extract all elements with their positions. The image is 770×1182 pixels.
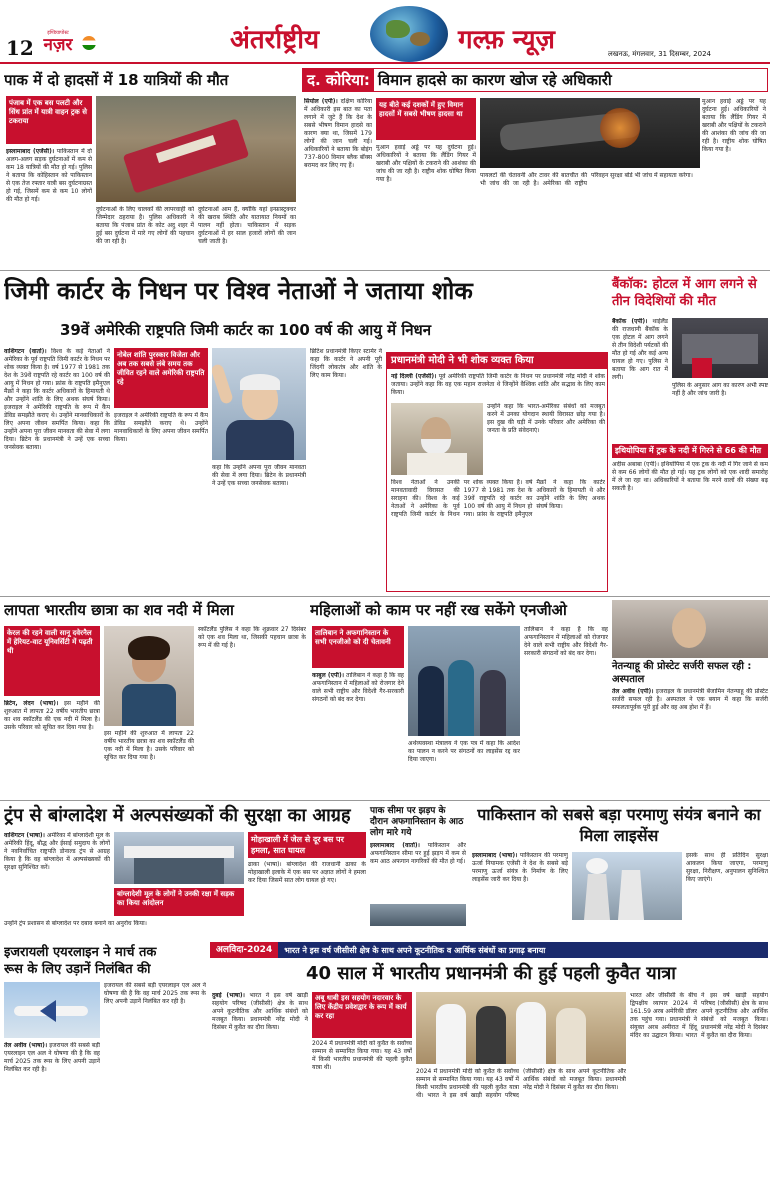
flag-icon: [82, 36, 96, 50]
modi-body: नई दिल्ली (एजेंसी)। पूर्व अमेरिकी राष्ट्रपति जिमी कार्टर के निधन पर प्रधानमंत्री नरेंद्र मोदी ने शोक जताया। उन्होंने कहा कि वह एक महान राजनेता थे जिन्होंने वैश्विक शांति और सद्भाव के लिए काम किया।: [391, 373, 605, 396]
modi-body-3: विश्व नेताओं ने उनकी मानवतावादी विरासत की सराहना की। विश्व के कई नेताओं ने अमेरिका के पूर्व राष्ट्रपति जिमी कार्टर के निधन पर शोक व्यक्त किया है। वर्ष 1977 से 1981 तक देश के 39वें राष्ट्रपति रहे कार्टर का 100 वर्ष की आयु में निधन हो गया। फ्रांस के राष्ट्रपति इमैनुएल मैक्रों ने कहा कि कार्टर अधिकारों के हिमायती थे और उन्होंने शांति के लिए अथक संघर्ष किया।: [391, 479, 605, 518]
korea-body-3: पायलटों की चेतावनी और टावर की बातचीत की भी जांच की जा रही है। अमेरिका की राष्ट्रीय परिवहन सुरक्षा बोर्ड भी जांच में सहायता करेगा।: [480, 172, 693, 187]
netanyahu-headline: नेतन्याहू की प्रोस्टेट सर्जरी सफल रही : अस्पताल: [612, 661, 752, 685]
ethiopia-box: [612, 444, 768, 594]
carter-body-4: ब्रिटिश प्रधानमंत्री किएर स्टार्मर ने कहा कि कार्टर ने अपनी पूरी जिंदगी लोकतंत्र और शांति के लिए काम किया।: [310, 348, 382, 379]
pak-bus-body-2: दुर्घटनाओं के लिए चालकों की लापरवाही को जिम्मेदार ठहराया है। पुलिस अधिकारी ने बताया कि पंजाब प्रांत के कोट अदु शहर में हुई बस दुर्घटना में मारे गए लोगों की पहचान की जा रही है।: [96, 206, 194, 245]
korea-headline: द. कोरिया: विमान हादसे का कारण खोज रहे अधिकारी: [302, 68, 768, 92]
trump-pull-quote: बांग्लादेशी मूल के लोगों ने उनकी रक्षा में सड़क का किया आंदोलन: [114, 888, 244, 916]
alvida-bar: [210, 942, 768, 958]
modi-body-2: उन्होंने कहा कि भारत-अमेरिका संबंधों को मजबूत करने में उनका योगदान स्थायी विरासत छोड़ गया है। इस दुख की घड़ी में उनके परिवार और अमेरिका की जनता के प्रति संवेदनाएं।: [487, 403, 605, 434]
bangkok-fire-photo: [672, 318, 768, 378]
taliban-body: काबुल (एपी)। तालिबान ने कहा है कि वह अफगानिस्तान में महिलाओं को रोजगार देने वाले सभी राष्ट्रीय और विदेशी गैर-सरकारी संगठनों को बंद कर देगा।: [312, 672, 404, 703]
alvida-line: भारत ने इस वर्ष जीसीसी क्षेत्र के साथ अपने कूटनीतिक व आर्थिक संबंधों का प्रगाढ़ बनाया: [284, 945, 546, 955]
student-body-3: इस महीने की शुरुआत में लापता 22 वर्षीय भारतीय छात्रा का शव स्कॉटलैंड की एक नदी में मिला है। उसके परिवार को सूचित कर दिया गया है।: [104, 730, 194, 761]
korea-body-2: मुआन हवाई अड्डे पर यह दुर्घटना हुई। अधिकारियों ने बताया कि लैंडिंग गियर में खराबी और पक्षियों के टकराने की आशंका की जांच की जा रही है। राष्ट्रीय शोक घोषित किया गया है।: [376, 144, 476, 183]
bangkok-body: बैंकॉक (एपी)। थाईलैंड की राजधानी बैंकॉक के एक होटल में आग लगने से तीन विदेशी पर्यटकों की मौत हो गई और कई अन्य घायल हो गए। पुलिस ने बताया कि आग रात में लगी।: [612, 318, 668, 381]
carter-subhead: 39वें अमेरिकी राष्ट्रपति जिमी कार्टर का 100 वर्ष की आयु में निधन: [60, 321, 432, 339]
mohakhali-body: ढाका (भाषा)। बांग्लादेश की राजधानी ढाका के मोहाखाली इलाके में एक बस पर अज्ञात लोगों ने हमला कर दिया जिसमें सात लोग घायल हो गए।: [248, 861, 366, 884]
trump-body: वाशिंगटन (भाषा)। अमेरिका में बांग्लादेशी मूल के अमेरिकी हिंदू, बौद्ध और ईसाई समुदाय के लोगों ने नवनिर्वाचित राष्ट्रपति डोनाल्ड ट्रंप से आग्रह किया है कि वह बांग्लादेश में अल्पसंख्यकों की सुरक्षा सुनिश्चित करें।: [4, 832, 110, 871]
taliban-photo: [408, 626, 520, 736]
taliban-body-2: अर्थव्यवस्था मंत्रालय ने एक पत्र में कहा कि आदेश का पालन न करने पर संगठनों का लाइसेंस रद्द कर दिया जाएगा।: [408, 740, 520, 763]
nuclear-headline: पाकिस्तान को सबसे बड़ा परमाणु संयंत्र बनाने का मिला लाइसेंस: [477, 805, 761, 845]
trump-headline: ट्रंप से बांग्लादेश में अल्पसंख्यकों की सुरक्षा का आग्रह: [4, 805, 351, 826]
student-headline: लापता भारतीय छात्रा का शव नदी में मिला: [4, 601, 234, 619]
kuwait-headline: 40 साल में भारतीय प्रधानमंत्री की हुई पहली कुवैत यात्रा: [306, 963, 676, 984]
pakborder-body: इस्लामाबाद (वार्ता)। पाकिस्तान और अफगानिस्तान सीमा पर हुई झड़प में कम से कम आठ अफगान नागरिकों की मौत हो गई।: [370, 842, 466, 865]
brand-logo: इण्डियापोस्ट नज़र: [43, 30, 73, 55]
section-title-left: अंतर्राष्ट्रीय: [230, 25, 320, 55]
netanyahu-box: [612, 600, 768, 796]
taliban-body-3: तालिबान ने कहा है कि वह अफगानिस्तान में महिलाओं को रोजगार देने वाले सभी राष्ट्रीय और विदेशी गैर-सरकारी संगठनों को बंद कर देगा।: [524, 626, 608, 657]
carter-body-3: कहा कि उन्होंने अपना पूरा जीवन मानवता की सेवा में लगा दिया। ब्रिटेन के प्रधानमंत्री ने उन्हें एक सच्चा जनसेवक बताया।: [212, 464, 306, 487]
modi-box: [386, 352, 608, 592]
globe-icon: [370, 6, 448, 62]
carter-body: वाशिंगटन (वार्ता)। विश्व के कई नेताओं ने अमेरिका के पूर्व राष्ट्रपति जिमी कार्टर के निधन पर शोक व्यक्त किया है। वर्ष 1977 से 1981 तक देश के 39वें राष्ट्रपति रहे कार्टर का 100 वर्ष की आयु में निधन हो गया। फ्रांस के राष्ट्रपति इमैनुएल मैक्रों ने कहा कि कार्टर अधिकारों के हिमायती थे और उन्होंने शांति के लिए अथक संघर्ष किया। इजराइल ने अमेरिकी राष्ट्रपति के रूप में कैंप डेविड समझौते कराए थे। उन्होंने मानवाधिकारों के लिए अपना जीवन समर्पित किया। कहा कि उन्होंने अपना पूरा जीवन मानवता की सेवा में लगा दिया। ब्रिटेन के प्रधानमंत्री ने उन्हें एक सच्चा जनसेवक बताया।: [4, 348, 110, 451]
kuwait-body-4: भारत और जीसीसी के बीच द्विपक्षीय व्यापार 2024 में 161.59 अरब अमेरिकी डॉलर तक पहुंच गया। प्रधानमंत्री ने संयुक्त अरब अमीरात में हिंदू मंदिर का उद्घाटन किया। भारत ने इस वर्ष खाड़ी सहयोग परिषद (जीसीसी) क्षेत्र के साथ अपने कूटनीतिक और आर्थिक संबंधों को मजबूत किया। प्रधानमंत्री नरेंद्र मोदी ने दिसंबर में कुवैत का दौरा किया।: [630, 992, 768, 1039]
carter-pull-quote: नोबेल शांति पुरस्कार विजेता और अब तक सबसे लंबे समय तक जीवित रहने वाले अमेरिकी राष्ट्रपति रहे: [114, 348, 208, 408]
pak-bus-photo: [96, 96, 296, 202]
pakborder-headline: पाक सीमा पर झड़प के दौरान अफगानिस्तान के आठ लोग मारे गये: [370, 806, 464, 838]
ethiopia-body: अदीस अबाबा (एपी)। इथियोपिया में एक ट्रक के नदी में गिर जाने से कम से कम 66 लोगों की मौत हो गई। यह ट्रक लोगों को एक शादी समारोह में ले जा रहा था। अधिकारियों ने बताया कि मरने वालों की संख्या बढ़ सकती है।: [612, 461, 768, 492]
pakborder-box: [370, 806, 466, 940]
nuclear-body: इस्लामाबाद (भाषा)। पाकिस्तान की परमाणु ऊर्जा नियामक एजेंसी ने देश के सबसे बड़े परमाणु ऊर्जा संयंत्र के निर्माण के लिए लाइसेंस जारी कर दिया है।: [472, 852, 568, 883]
carter-photo: [212, 348, 306, 460]
section-title-right: गल्फ़ न्यूज़: [458, 25, 555, 55]
modi-photo: [391, 403, 483, 475]
trump-body-2: उन्होंने ट्रंप प्रशासन से बांग्लादेश पर दबाव बनाने का अनुरोध किया।: [4, 920, 147, 927]
bangkok-headline: बैंकॉक: होटल में आग लगने से तीन विदेशियों की मौत: [612, 277, 757, 309]
israel-headline: इजरायली एयरलाइन ने मार्च तक रूस के लिए उड़ानें निलंबित की: [4, 945, 157, 977]
nuclear-plant-photo: [572, 852, 682, 920]
korea-body-4: मुआन हवाई अड्डे पर यह दुर्घटना हुई। अधिकारियों ने बताया कि लैंडिंग गियर में खराबी और पक्षियों के टकराने की आशंका की जांच की जा रही है। राष्ट्रीय शोक घोषित किया गया है।: [702, 98, 766, 153]
korea-body: सियोल (एपी)। दक्षिण कोरिया में अधिकारी इस बात का पता लगाने में जुटे हैं कि देश के सबसे भीषण विमान हादसे का कारण क्या था, जिसमें 179 लोगों की जान चली गई। अधिकारियों ने बताया कि बोइंग 737-800 विमान ब्लैक बॉक्स बरामद कर लिए गए हैं।: [304, 98, 372, 169]
bangkok-body-2: पुलिस के अनुसार आग का कारण अभी स्पष्ट नहीं है और जांच जारी है।: [672, 382, 768, 397]
carter-headline: जिमी कार्टर के निधन पर विश्व नेताओं ने जताया शोक: [4, 276, 473, 305]
kuwait-body-3: 2024 में प्रधानमंत्री मोदी को कुवैत के सर्वोच्च सम्मान से सम्मानित किया गया। यह 43 वर्षों में किसी भारतीय प्रधानमंत्री की पहली कुवैत यात्रा थी। भारत ने इस वर्ष खाड़ी सहयोग परिषद (जीसीसी) क्षेत्र के साथ अपने कूटनीतिक और आर्थिक संबंधों को मजबूत किया। प्रधानमंत्री नरेंद्र मोदी ने दिसंबर में कुवैत का दौरा किया।: [416, 1068, 626, 1099]
israel-body-2: इजरायल की सबसे बड़ी एयरलाइन एल अल ने घोषणा की है कि वह मार्च 2025 तक रूस के लिए अपनी उड़ानें निलंबित कर रही है।: [104, 982, 206, 1005]
student-body: ब्रिटेन, लंदन (भाषा)। इस महीने की शुरुआत में लापता 22 वर्षीय भारतीय छात्रा का शव स्कॉटलैंड की एक नदी में मिला है। उसके परिवार को सूचित कर दिया गया है।: [4, 700, 100, 731]
taliban-subhead: तालिबान ने अफगानिस्तान के सभी एनजीओ को दी चेतावनी: [312, 626, 404, 668]
korea-subhead: यह बीते कई दशकों में हुए विमान हादसों में सबसे भीषण हादसा था: [376, 98, 476, 140]
alvida-tag: अलविदा-2024: [210, 942, 278, 958]
abudhabi-headline: अबू धाबी इस सहयोग नदारवार के लिए केंद्रीय प्रवेशद्वार के रूप में कार्य कर रहा: [312, 992, 412, 1038]
page-number: 12: [6, 36, 34, 60]
pak-bus-headline: पाक में दो हादसों में 18 यात्रियों की मौत: [4, 71, 229, 89]
mohakhali-headline: मोहाखाली में जेल से दूर बस पर हमला, सात घायल: [248, 832, 366, 858]
israel-plane-photo: [4, 982, 100, 1038]
pak-bus-body-3: दुर्घटनाओं आम हैं, क्योंकि यहां इन्फ्रास्ट्रक्चर की खराब स्थिति और यातायात नियमों का पालन नहीं होता। पाकिस्तान में सड़क दुर्घटनाओं में हर साल हजारों लोगों की जान चली जाती है।: [198, 206, 296, 245]
netanyahu-body: तेल अवीव (एपी)। इजराइल के प्रधानमंत्री बेंजामिन नेतन्याहू की प्रोस्टेट सर्जरी सफल रही है। अस्पताल ने एक बयान में कहा कि सर्जरी सफलतापूर्वक पूरी हुई और वह अब होश में हैं।: [612, 688, 768, 711]
modi-headline: प्रधानमंत्री मोदी ने भी शोक व्यक्त किया: [387, 353, 607, 369]
student-photo: [104, 626, 194, 726]
pak-bus-subhead: पंजाब में एक बस पलटी और सिंध प्रांत में यात्री वाहन ट्रक से टकराया: [6, 96, 92, 144]
pakborder-photo: [370, 904, 466, 926]
student-body-2: स्कॉटलैंड पुलिस ने कहा कि शुक्रवार 27 दिसंबर को एक शव मिला था, जिसकी पहचान छात्रा के रूप में की गई है।: [198, 626, 306, 649]
mohakhali-box: [248, 832, 366, 940]
ethiopia-headline: इथियोपिया में ट्रक के नदी में गिरने से 66 की मौत: [612, 444, 768, 458]
kuwait-body-2: 2024 में प्रधानमंत्री मोदी को कुवैत के सर्वोच्च सम्मान से सम्मानित किया गया। यह 43 वर्षों में किसी भारतीय प्रधानमंत्री की पहली कुवैत यात्रा थी।: [312, 1040, 412, 1071]
nuclear-body-2: इसके साथ ही प्रतिदिन सुरक्षा आकलन किया जाएगा, परमाणु सुरक्षा, निरीक्षण, अनुपालन सुनिश्चित किए जाएंगे।: [686, 852, 768, 883]
trump-protest-photo: [114, 832, 244, 884]
kuwait-body: दुबई (भाषा)। भारत ने इस वर्ष खाड़ी सहयोग परिषद (जीसीसी) क्षेत्र के साथ अपने कूटनीतिक और आर्थिक संबंधों को मजबूत किया। प्रधानमंत्री नरेंद्र मोदी ने दिसंबर में कुवैत का दौरा किया।: [212, 992, 308, 1031]
abudhabi-box: [312, 992, 412, 1038]
kuwait-photo: [416, 992, 626, 1064]
korea-crash-photo: [480, 98, 700, 168]
pak-bus-body: इस्लामाबाद (एजेंसी)। पाकिस्तान में दो अलग-अलग सड़क दुर्घटनाओं में कम से कम 18 यात्रियों की मौत हो गई। पुलिस ने बताया कि कोहिस्तान को पाकिस्तान से एक तेज रफ्तार यात्री बस दुर्घटनाग्रस्त हो गई, जिसमें कम से कम 10 लोगों की मौत हो गई।: [6, 148, 92, 203]
student-caption: केरल की रहने वाली सानू दवेरनैल में हेरियट-वाट यूनिवर्सिटी में पढ़ती थी: [4, 626, 100, 696]
taliban-headline: महिलाओं को काम पर नहीं रख सकेंगे एनजीओ: [310, 601, 567, 619]
dateline: लखनऊ, मंगलवार, 31 दिसम्बर, 2024: [608, 50, 711, 58]
netanyahu-photo: [612, 600, 768, 658]
israel-body: तेल अवीव (भाषा)। इजरायल की सबसे बड़ी एयरलाइन एल अल ने घोषणा की है कि वह मार्च 2025 तक रूस के लिए अपनी उड़ानें निलंबित कर रही है।: [4, 1042, 100, 1073]
carter-body-2: इजराइल ने अमेरिकी राष्ट्रपति के रूप में कैंप डेविड समझौते कराए थे। उन्होंने मानवाधिकारों के लिए अपना जीवन समर्पित किया।: [114, 412, 208, 443]
masthead: [0, 0, 770, 62]
